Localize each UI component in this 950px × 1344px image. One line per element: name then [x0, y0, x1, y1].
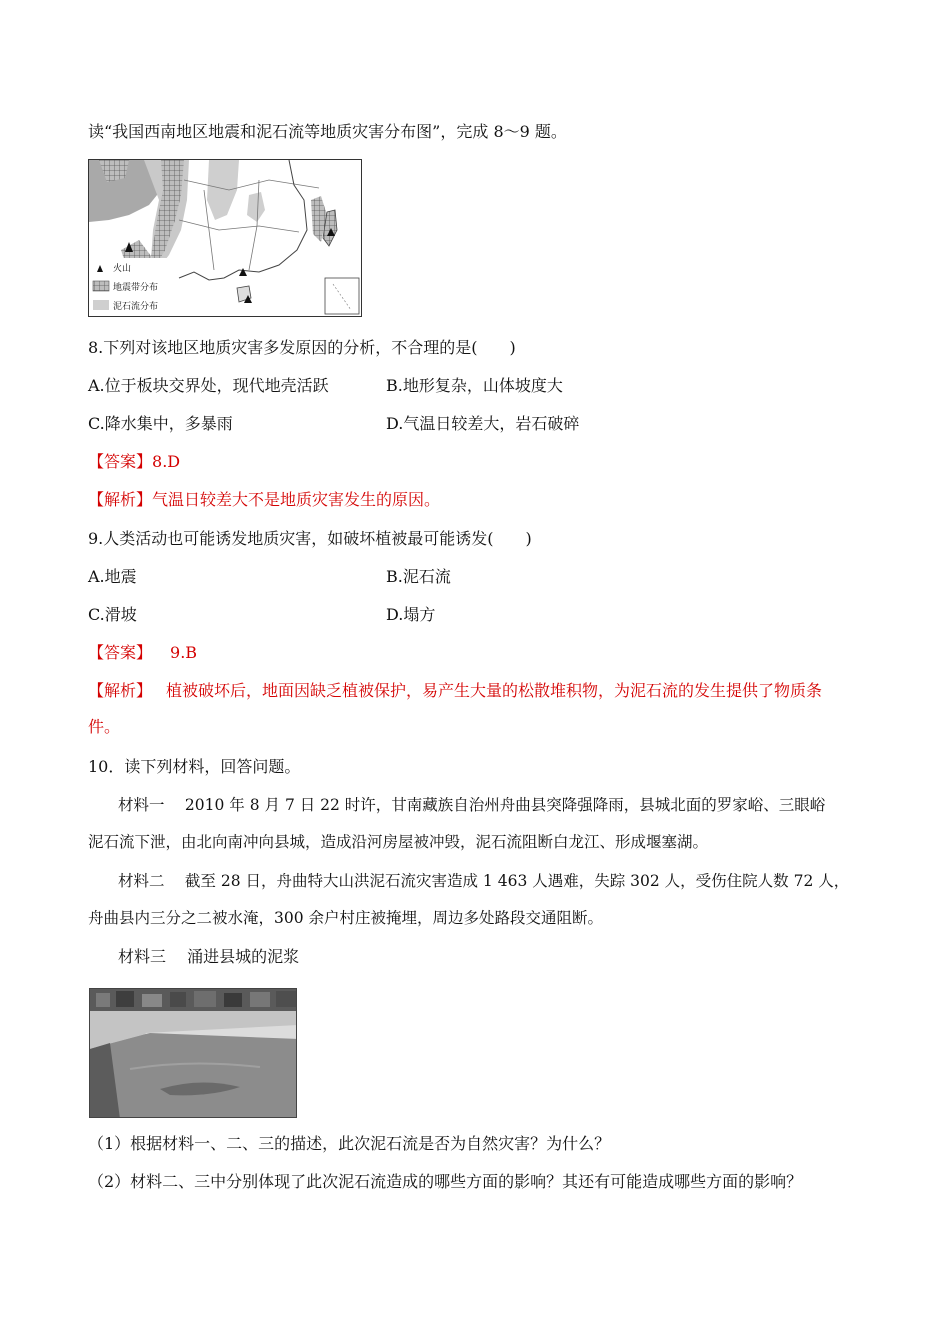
- q9-options-row2: [88, 604, 788, 626]
- disaster-distribution-map: [88, 159, 362, 317]
- q10-material2-line1: 材料二 截至 28 日，舟曲特大山洪泥石流灾害造成 1 463 人遇难，失踪 302 人，受伤住院人数 72 人，: [118, 872, 850, 890]
- q9-options-row1: [88, 566, 788, 588]
- q10-material2-line2: 舟曲县内三分之二被水淹，300 余户村庄被掩埋，周边多处路段交通阻断。: [88, 909, 604, 927]
- q10-material1-line2: 泥石流下泄，由北向南冲向县城，造成沿河房屋被冲毁，泥石流阻断白龙江、形成堰塞湖。: [88, 833, 709, 851]
- q8-options-row2: [88, 413, 788, 435]
- q8-options-row1: [88, 375, 788, 397]
- q8-option-d: D.气温日较差大，岩石破碎: [386, 414, 580, 433]
- q8-option-b: B.地形复杂，山体坡度大: [386, 376, 563, 395]
- q9-stem: 9.人类活动也可能诱发地质灾害，如破坏植被最可能诱发( ): [88, 529, 532, 548]
- legend-mudflow: 泥石流分布: [113, 302, 159, 312]
- q9-option-a: A.地震: [88, 567, 137, 586]
- q9-option-b: B.泥石流: [386, 567, 451, 586]
- mudflow-photo-drawing: [90, 989, 297, 1118]
- q8-analysis: 【解析】气温日较差大不是地质灾害发生的原因。: [88, 490, 441, 509]
- legend-volcano: 火山: [113, 264, 132, 274]
- q10-sub1: （1）根据材料一、二、三的描述，此次泥石流是否为自然灾害？为什么？: [88, 1134, 611, 1153]
- q10-material1-line1: 材料一 2010 年 8 月 7 日 22 时许，甘南藏族自治州舟曲县突降强降雨，县城北面的罗家峪、三眼峪: [118, 796, 826, 814]
- q8-answer: 【答案】8.D: [88, 452, 181, 471]
- q9-analysis: 【解析】 植被破坏后，地面因缺乏植被保护，易产生大量的松散堆积物，为泥石流的发生提供了物质条: [88, 681, 823, 700]
- intro-text: 读“我国西南地区地震和泥石流等地质灾害分布图”，完成 8～9 题。: [88, 122, 567, 141]
- q8-option-a: A.位于板块交界处，现代地壳活跃: [88, 376, 329, 395]
- q8-stem: 8.下列对该地区地质灾害多发原因的分析，不合理的是( ): [88, 338, 516, 357]
- legend-quake: 地震带分布: [113, 283, 159, 293]
- q9-analysis-cont: 件。: [88, 717, 121, 736]
- map-drawing: [89, 160, 362, 317]
- q9-option-c: C.滑坡: [88, 605, 137, 624]
- q10-material3: 材料三 涌进县城的泥浆: [118, 947, 300, 966]
- q9-answer: 【答案】 9.B: [88, 643, 198, 662]
- q9-option-d: D.塌方: [386, 605, 436, 624]
- q10-sub2: （2）材料二、三中分别体现了此次泥石流造成的哪些方面的影响？其还有可能造成哪些方面的影响？: [88, 1172, 803, 1191]
- mudflow-photo: [89, 988, 297, 1118]
- q10-stem: 10．读下列材料，回答问题。: [88, 757, 301, 776]
- q8-option-c: C.降水集中，多暴雨: [88, 414, 233, 433]
